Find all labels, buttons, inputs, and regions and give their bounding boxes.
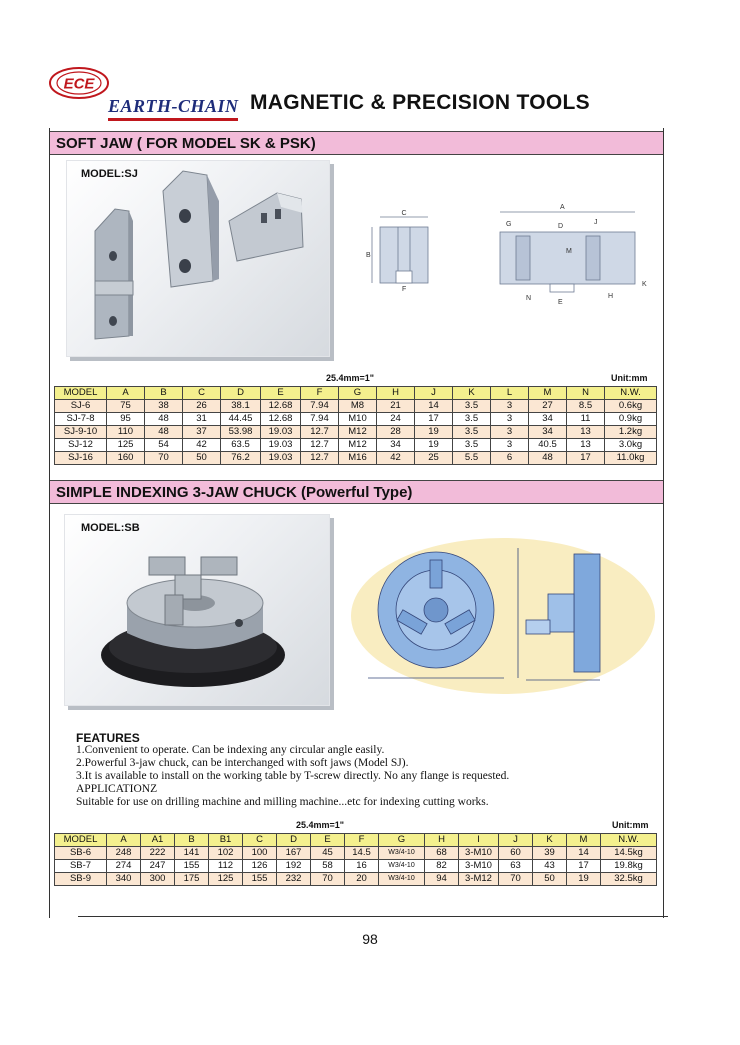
table-row xyxy=(55,847,657,860)
column-header: M xyxy=(529,387,567,400)
earth-chain-logo xyxy=(48,66,110,100)
table-cell: 53.98 xyxy=(221,426,261,439)
dim-label-m: M xyxy=(566,248,572,255)
table-cell: 248 xyxy=(107,847,141,860)
table-row xyxy=(55,873,657,886)
table-cell: 39 xyxy=(533,847,567,860)
table-cell: 19.03 xyxy=(261,426,301,439)
dim-label-d: D xyxy=(558,223,564,230)
table-cell: 19 xyxy=(415,426,453,439)
table-cell: W3/4-10 xyxy=(379,847,425,860)
table-cell: 63 xyxy=(499,860,533,873)
column-header: H xyxy=(377,387,415,400)
table-cell: 48 xyxy=(145,426,183,439)
soft-jaw-front-view-diagram xyxy=(360,205,440,295)
table-cell: 13 xyxy=(567,426,605,439)
table-cell: 20 xyxy=(345,873,379,886)
table-cell: 8.5 xyxy=(567,400,605,413)
column-header: B xyxy=(175,834,209,847)
column-header: F xyxy=(345,834,379,847)
table-cell: 82 xyxy=(425,860,459,873)
table-cell: 40.5 xyxy=(529,439,567,452)
table-cell: 50 xyxy=(183,452,221,465)
unit-conversion-note-sb: 25.4mm=1" xyxy=(296,820,345,830)
section-title-3-jaw-chuck: SIMPLE INDEXING 3-JAW CHUCK (Powerful Type) xyxy=(50,480,663,504)
table-cell: 3-M10 xyxy=(459,860,499,873)
column-header: J xyxy=(499,834,533,847)
table-cell: 19 xyxy=(567,873,601,886)
column-header: I xyxy=(459,834,499,847)
table-cell: 11 xyxy=(567,413,605,426)
table-cell: 7.94 xyxy=(301,413,339,426)
dim-label-g: G xyxy=(506,221,512,228)
column-header: D xyxy=(221,387,261,400)
column-header: N xyxy=(567,387,605,400)
table-cell: 3-M10 xyxy=(459,847,499,860)
table-cell: SJ-6 xyxy=(55,400,107,413)
brand-underline xyxy=(108,118,238,121)
table-cell: 155 xyxy=(243,873,277,886)
table-cell: SB-6 xyxy=(55,847,107,860)
table-cell: 31 xyxy=(183,413,221,426)
column-header: G xyxy=(339,387,377,400)
table-cell: 125 xyxy=(107,439,145,452)
table-cell: 3.0kg xyxy=(605,439,657,452)
soft-jaw-spec-table xyxy=(54,386,657,465)
table-cell: 34 xyxy=(377,439,415,452)
table-cell: SJ-7-8 xyxy=(55,413,107,426)
table-cell: 27 xyxy=(529,400,567,413)
feature-item: 3.It is available to install on the working table by T-screw directly. No any flange is requested. xyxy=(76,770,510,782)
column-header: H xyxy=(425,834,459,847)
table-cell: 247 xyxy=(141,860,175,873)
page-title: MAGNETIC & PRECISION TOOLS xyxy=(250,91,590,114)
table-cell: 222 xyxy=(141,847,175,860)
table-cell: 1.2kg xyxy=(605,426,657,439)
table-cell: 102 xyxy=(209,847,243,860)
soft-jaw-photo xyxy=(66,160,330,357)
table-cell: 17 xyxy=(415,413,453,426)
table-cell: 17 xyxy=(567,860,601,873)
section-title-soft-jaw: SOFT JAW ( FOR MODEL SK & PSK) xyxy=(50,131,663,155)
table-cell: SB-9 xyxy=(55,873,107,886)
table-cell: 3 xyxy=(491,426,529,439)
feature-item: 1.Convenient to operate. Can be indexing any circular angle easily. xyxy=(76,744,385,756)
table-cell: 60 xyxy=(499,847,533,860)
table-cell: 28 xyxy=(377,426,415,439)
table-cell: 14 xyxy=(567,847,601,860)
table-cell: 12.7 xyxy=(301,426,339,439)
table-cell: 155 xyxy=(175,860,209,873)
column-header: N.W. xyxy=(601,834,657,847)
column-header: E xyxy=(311,834,345,847)
table-cell: 0.6kg xyxy=(605,400,657,413)
table-cell: 125 xyxy=(209,873,243,886)
table-cell: 44.45 xyxy=(221,413,261,426)
table-cell: 17 xyxy=(567,452,605,465)
table-cell: 70 xyxy=(145,452,183,465)
table-cell: 24 xyxy=(377,413,415,426)
table-cell: 34 xyxy=(529,413,567,426)
table-cell: 75 xyxy=(107,400,145,413)
table-cell: 0.9kg xyxy=(605,413,657,426)
dim-label-a: A xyxy=(560,204,565,211)
table-cell: W3/4-10 xyxy=(379,860,425,873)
column-header: A1 xyxy=(141,834,175,847)
table-cell: M16 xyxy=(339,452,377,465)
page-number: 98 xyxy=(362,931,378,947)
table-cell: SB-7 xyxy=(55,860,107,873)
dim-label-e: E xyxy=(558,299,563,306)
table-row xyxy=(55,400,657,413)
table-cell: 48 xyxy=(145,413,183,426)
dim-label-k: K xyxy=(642,281,647,288)
table-cell: 63.5 xyxy=(221,439,261,452)
table-cell: 25 xyxy=(415,452,453,465)
table-cell: 70 xyxy=(499,873,533,886)
column-header: MODEL xyxy=(55,387,107,400)
table-cell: 21 xyxy=(377,400,415,413)
table-cell: 340 xyxy=(107,873,141,886)
table-cell: 3.5 xyxy=(453,400,491,413)
dim-label-n: N xyxy=(526,295,532,302)
dim-label-f: F xyxy=(402,286,407,293)
table-cell: 42 xyxy=(377,452,415,465)
table-row xyxy=(55,413,657,426)
table-cell: 43 xyxy=(533,860,567,873)
table-cell: 11.0kg xyxy=(605,452,657,465)
chuck-illustration xyxy=(65,515,329,705)
table-cell: 48 xyxy=(529,452,567,465)
table-cell: 19.03 xyxy=(261,439,301,452)
table-cell: 38.1 xyxy=(221,400,261,413)
table-cell: 192 xyxy=(277,860,311,873)
table-cell: 70 xyxy=(311,873,345,886)
column-header: F xyxy=(301,387,339,400)
table-cell: 232 xyxy=(277,873,311,886)
column-header: K xyxy=(533,834,567,847)
column-header: N.W. xyxy=(605,387,657,400)
table-cell: 68 xyxy=(425,847,459,860)
table-cell: 12.7 xyxy=(301,452,339,465)
table-cell: 167 xyxy=(277,847,311,860)
table-cell: M12 xyxy=(339,439,377,452)
dim-label-c: C xyxy=(401,210,407,217)
table-cell: 12.68 xyxy=(261,413,301,426)
table-cell: 3 xyxy=(491,400,529,413)
table-cell: 13 xyxy=(567,439,605,452)
unit-note-sb: Unit:mm xyxy=(612,820,649,830)
column-header: A xyxy=(107,387,145,400)
table-header-row xyxy=(55,834,657,847)
column-header: B xyxy=(145,387,183,400)
table-cell: 95 xyxy=(107,413,145,426)
table-cell: 274 xyxy=(107,860,141,873)
brand-name: EARTH-CHAIN xyxy=(108,96,239,116)
table-cell: 110 xyxy=(107,426,145,439)
table-cell: 112 xyxy=(209,860,243,873)
frame-right-border xyxy=(663,128,664,918)
column-header: D xyxy=(277,834,311,847)
table-cell: 14 xyxy=(415,400,453,413)
table-cell: 160 xyxy=(107,452,145,465)
logo-text: ECE xyxy=(63,75,95,93)
dim-label-j: J xyxy=(594,219,598,226)
table-cell: 126 xyxy=(243,860,277,873)
frame-left-border xyxy=(49,128,50,918)
table-cell: 42 xyxy=(183,439,221,452)
table-cell: 14.5kg xyxy=(601,847,657,860)
table-cell: 100 xyxy=(243,847,277,860)
table-cell: 12.7 xyxy=(301,439,339,452)
column-header: M xyxy=(567,834,601,847)
table-cell: M12 xyxy=(339,426,377,439)
dim-label-b: B xyxy=(366,252,371,259)
table-row xyxy=(55,426,657,439)
table-cell: 300 xyxy=(141,873,175,886)
applications-heading: APPLICATIONZ xyxy=(76,783,158,795)
indexing-chuck-photo xyxy=(64,514,330,706)
column-header: K xyxy=(453,387,491,400)
table-cell: 32.5kg xyxy=(601,873,657,886)
soft-jaw-side-view-diagram xyxy=(490,198,655,308)
table-cell: 19 xyxy=(415,439,453,452)
table-header-row xyxy=(55,387,657,400)
dim-label-h: H xyxy=(608,293,614,300)
table-cell: W3/4-10 xyxy=(379,873,425,886)
column-header: A xyxy=(107,834,141,847)
table-cell: 58 xyxy=(311,860,345,873)
column-header: E xyxy=(261,387,301,400)
table-cell: 19.8kg xyxy=(601,860,657,873)
column-header: G xyxy=(379,834,425,847)
table-cell: 141 xyxy=(175,847,209,860)
table-cell: 3.5 xyxy=(453,439,491,452)
table-cell: SJ-16 xyxy=(55,452,107,465)
column-header: MODEL xyxy=(55,834,107,847)
table-cell: 54 xyxy=(145,439,183,452)
table-cell: 14.5 xyxy=(345,847,379,860)
table-cell: SJ-9-10 xyxy=(55,426,107,439)
table-cell: 26 xyxy=(183,400,221,413)
chuck-dimension-diagrams xyxy=(348,528,658,703)
model-label-sb: MODEL:SB xyxy=(81,522,140,534)
table-cell: 3.5 xyxy=(453,413,491,426)
table-cell: 34 xyxy=(529,426,567,439)
column-header: J xyxy=(415,387,453,400)
unit-conversion-note-sj: 25.4mm=1" xyxy=(326,373,375,383)
table-cell: 94 xyxy=(425,873,459,886)
table-row xyxy=(55,860,657,873)
table-cell: 16 xyxy=(345,860,379,873)
column-header: L xyxy=(491,387,529,400)
table-cell: 3.5 xyxy=(453,426,491,439)
table-cell: 175 xyxy=(175,873,209,886)
table-cell: 19.03 xyxy=(261,452,301,465)
table-cell: 37 xyxy=(183,426,221,439)
column-header: C xyxy=(183,387,221,400)
table-cell: 3 xyxy=(491,413,529,426)
frame-bottom-border xyxy=(78,916,668,917)
table-cell: 5.5 xyxy=(453,452,491,465)
soft-jaw-illustration xyxy=(67,161,329,356)
table-row xyxy=(55,439,657,452)
table-cell: 6 xyxy=(491,452,529,465)
features-heading: FEATURES xyxy=(76,731,140,745)
table-cell: SJ-12 xyxy=(55,439,107,452)
feature-item: 2.Powerful 3-jaw chuck, can be interchanged with soft jaws (Model SJ). xyxy=(76,757,409,769)
unit-note-sj: Unit:mm xyxy=(611,373,648,383)
table-cell: 50 xyxy=(533,873,567,886)
applications-text: Suitable for use on drilling machine and milling machine...etc for indexing cutting works. xyxy=(76,796,489,808)
table-cell: 7.94 xyxy=(301,400,339,413)
table-cell: M10 xyxy=(339,413,377,426)
table-row xyxy=(55,452,657,465)
model-label-sj: MODEL:SJ xyxy=(81,168,138,180)
table-cell: 3 xyxy=(491,439,529,452)
table-cell: 45 xyxy=(311,847,345,860)
column-header: C xyxy=(243,834,277,847)
column-header: B1 xyxy=(209,834,243,847)
table-cell: 38 xyxy=(145,400,183,413)
table-cell: 12.68 xyxy=(261,400,301,413)
chuck-spec-table xyxy=(54,833,657,886)
table-cell: 76.2 xyxy=(221,452,261,465)
table-cell: 3-M12 xyxy=(459,873,499,886)
table-cell: M8 xyxy=(339,400,377,413)
